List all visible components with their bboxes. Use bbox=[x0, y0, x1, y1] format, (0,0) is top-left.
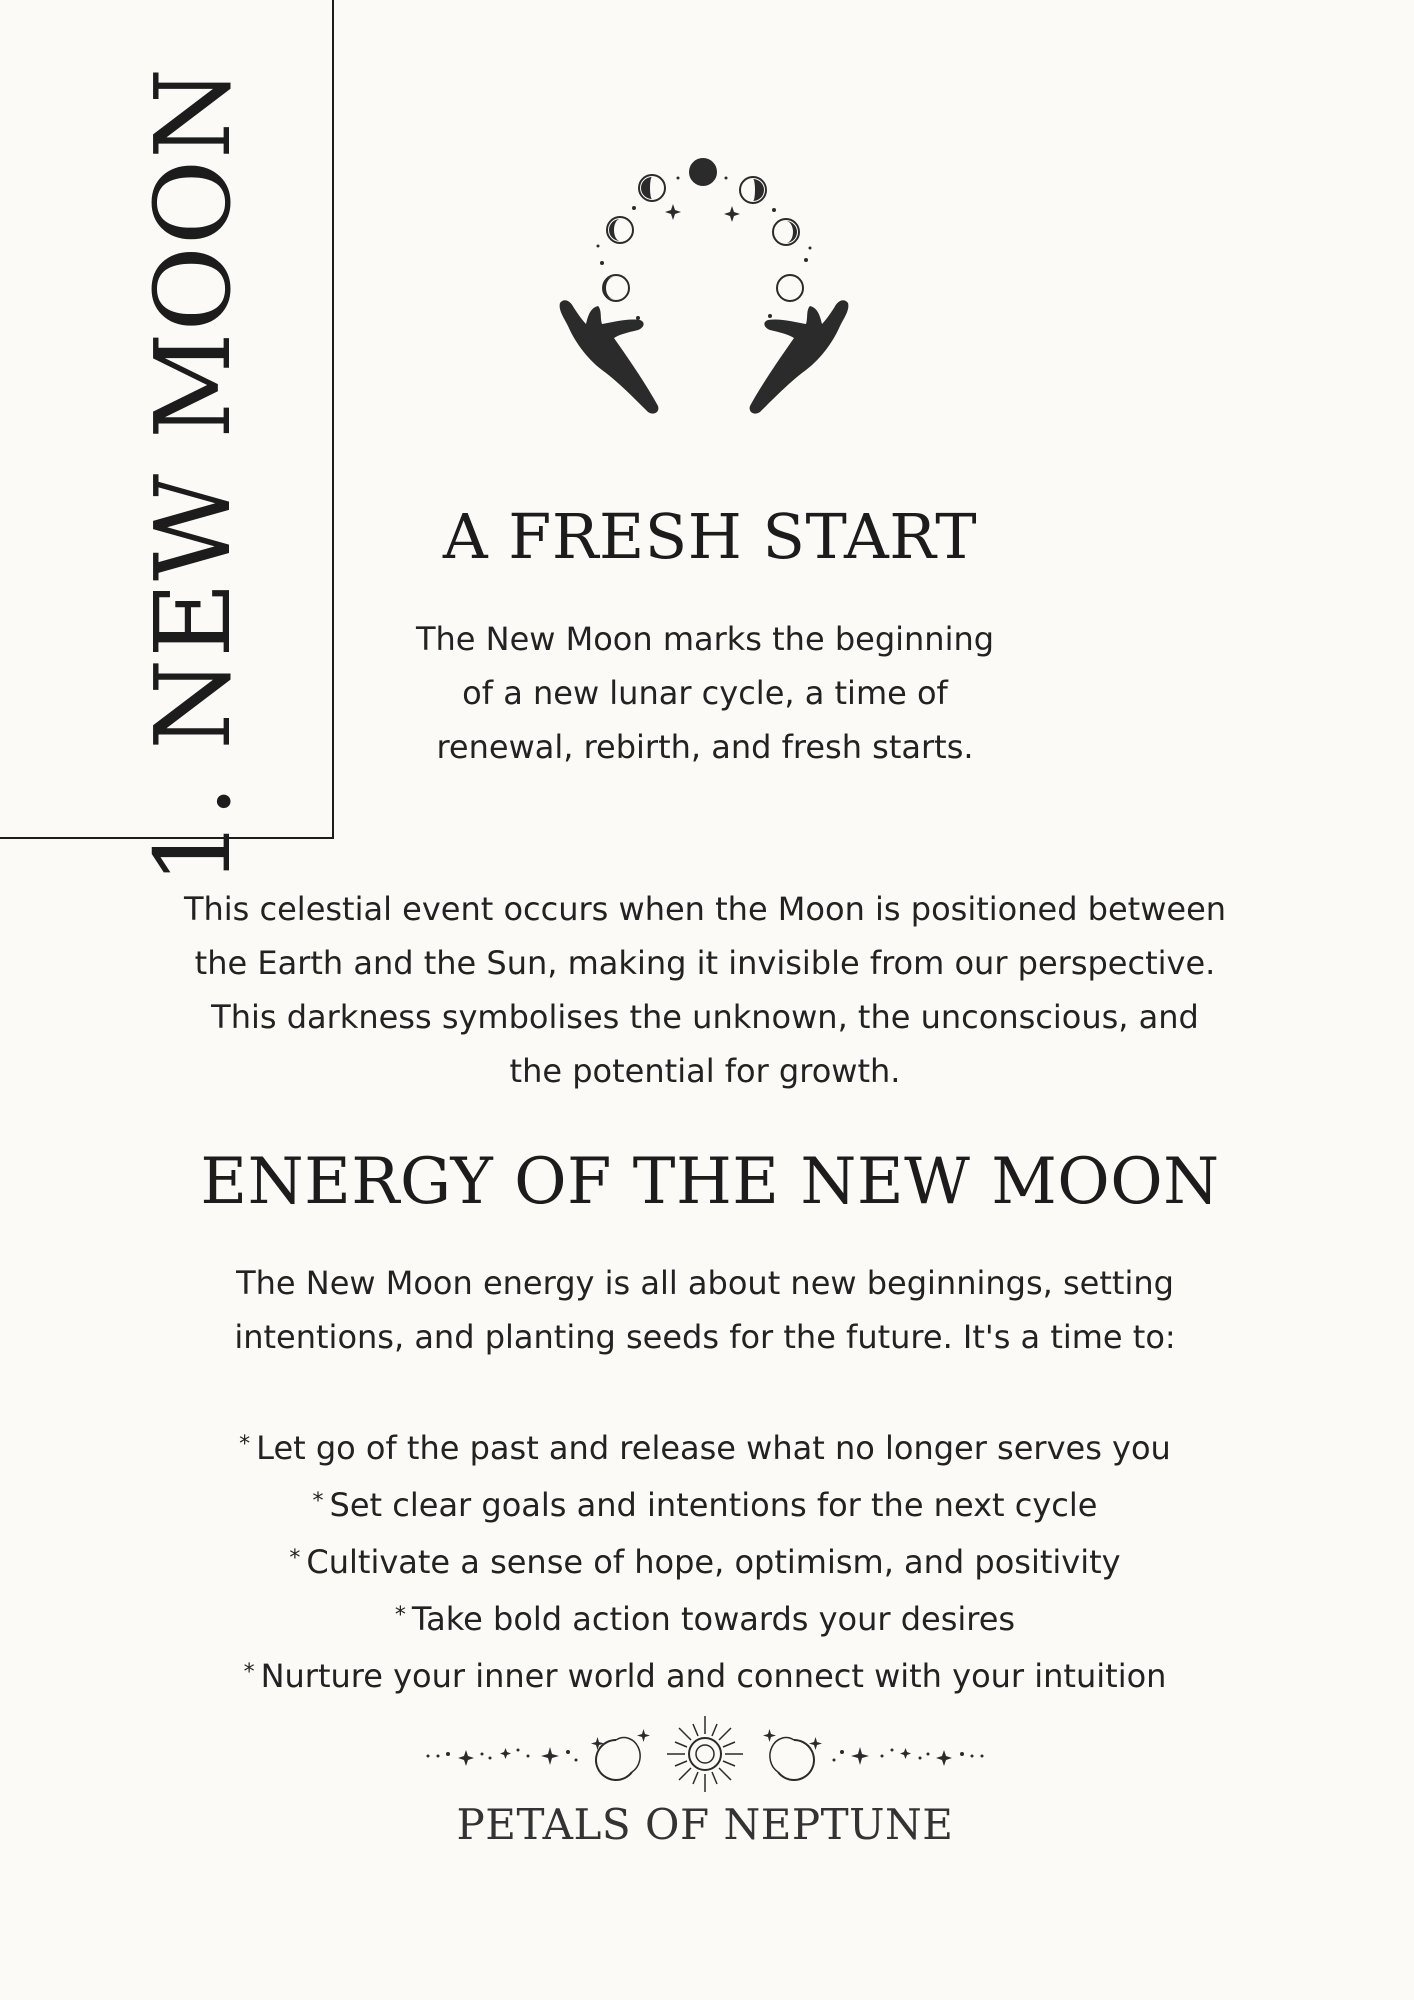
celestial-event-paragraph: This celestial event occurs when the Moon is positioned between the Earth and the Sun, making it invisible from our perspective. This darkness symbolises the unknown, the unconscious, and the potential for growth. bbox=[183, 890, 1227, 1090]
energy-heading: ENERGY OF THE NEW MOON bbox=[200, 1145, 1220, 1219]
page-title: 1. NEW MOON bbox=[132, 66, 255, 885]
fresh-start-heading: A FRESH START bbox=[442, 500, 978, 573]
list-item-text: Cultivate a sense of hope, optimism, and positivity bbox=[306, 1543, 1121, 1581]
list-item bbox=[180, 1646, 1230, 1703]
list-item-text: Let go of the past and release what no longer serves you bbox=[256, 1429, 1171, 1467]
bullet-star-icon: * bbox=[289, 1546, 301, 1571]
bullet-star-icon: * bbox=[239, 1432, 251, 1457]
moon-phases-hands-icon bbox=[554, 148, 854, 418]
bullet-star-icon: * bbox=[243, 1660, 255, 1685]
list-item bbox=[180, 1532, 1230, 1589]
list-item bbox=[180, 1418, 1230, 1475]
celestial-sun-moon-divider-icon bbox=[420, 1712, 990, 1792]
brand-name: PETALS OF NEPTUNE bbox=[456, 1800, 954, 1849]
fresh-start-paragraph: The New Moon marks the beginning of a new lunar cycle, a time of renewal, rebirth, and fresh starts. bbox=[415, 620, 995, 766]
side-title-container bbox=[132, 66, 255, 885]
list-item-text: Set clear goals and intentions for the next cycle bbox=[329, 1486, 1098, 1524]
bullet-star-icon: * bbox=[312, 1489, 324, 1514]
energy-bullet-list bbox=[180, 1418, 1230, 1703]
list-item bbox=[180, 1589, 1230, 1646]
energy-paragraph: The New Moon energy is all about new beginnings, setting intentions, and planting seeds for the future. It's a time to: bbox=[234, 1264, 1176, 1356]
list-item-text: Nurture your inner world and connect with your intuition bbox=[260, 1657, 1167, 1695]
bullet-star-icon: * bbox=[394, 1603, 406, 1628]
list-item-text: Take bold action towards your desires bbox=[411, 1600, 1016, 1638]
list-item bbox=[180, 1475, 1230, 1532]
